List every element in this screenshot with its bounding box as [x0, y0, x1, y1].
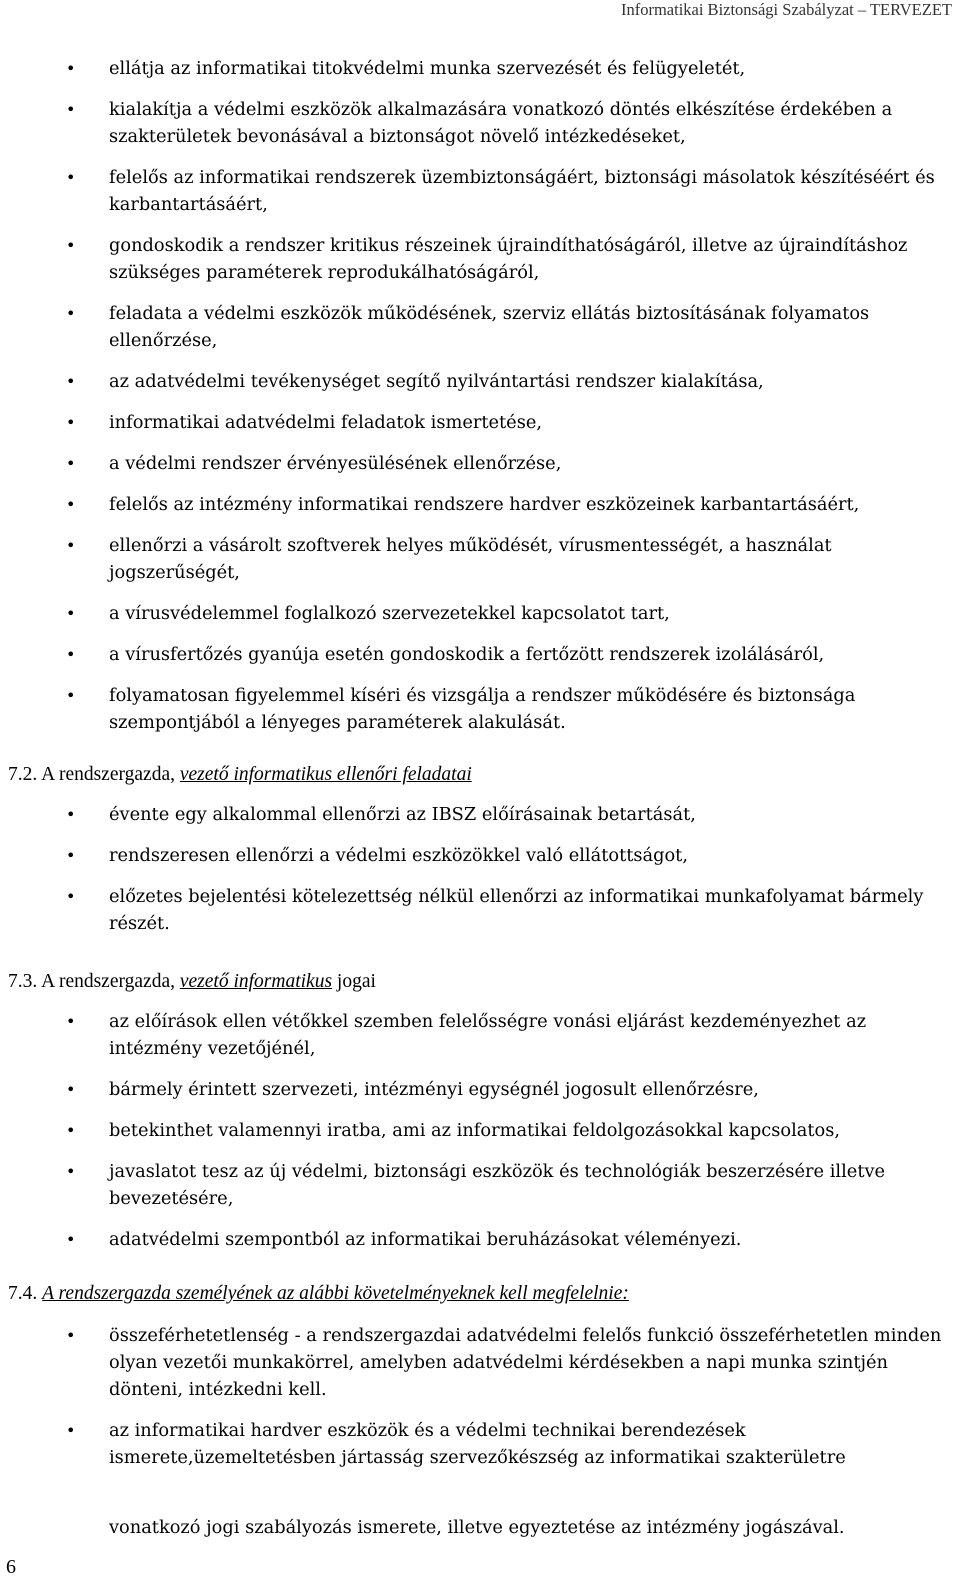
bullet-icon: •	[66, 1230, 76, 1249]
section-7-3-heading: 7.3. A rendszergazda, vezető informatikus jogai	[8, 971, 376, 992]
section-7-4-list	[0, 1322, 960, 1471]
list-item: • felelős az informatikai rendszerek üzembiztonságáért, biztonsági másolatok készítéséért és karbantartásáért,	[0, 164, 960, 218]
page-number: 6	[6, 1556, 16, 1578]
list-item: • az előírások ellen vétőkkel szemben felelősségre vonási eljárást kezdeményezhet az intézmény vezetőjénél,	[0, 1008, 960, 1062]
continuation-text: vonatkozó jogi szabályozás ismerete, illetve egyeztetése az intézmény jogászával.	[109, 1517, 845, 1538]
list-item: • rendszeresen ellenőrzi a védelmi eszközökkel való ellátottságot,	[0, 842, 960, 869]
list-item: • összeférhetetlenség - a rendszergazdai adatvédelmi felelős funkció összeférhetetlen minden olyan vezetői munkakörrel, amelyben adatvédelmi kérdésekben a napi munka szintjén dönteni, intézkedni kell.	[0, 1322, 960, 1403]
list-item: • évente egy alkalommal ellenőrzi az IBSZ előírásainak betartását,	[0, 801, 960, 828]
list-item: • az adatvédelmi tevékenységet segítő nyilvántartási rendszer kialakítása,	[0, 368, 960, 395]
bullet-icon: •	[66, 1326, 76, 1345]
list-item: • feladata a védelmi eszközök működésének, szerviz ellátás biztosításának folyamatos ellenőrzése,	[0, 300, 960, 354]
bullet-icon: •	[66, 413, 76, 432]
bullet-icon: •	[66, 1080, 76, 1099]
section-7-3-list	[0, 1008, 960, 1253]
list-item: • javaslatot tesz az új védelmi, biztonsági eszközök és technológiák beszerzésére illetve bevezetésére,	[0, 1158, 960, 1212]
section-7-3-list-block	[0, 1008, 960, 1253]
list-item: • felelős az intézmény informatikai rendszere hardver eszközeinek karbantartásáért,	[0, 491, 960, 518]
bullet-icon: •	[66, 1421, 76, 1440]
list-item: • ellenőrzi a vásárolt szoftverek helyes működését, vírusmentességét, a használat jogszerűségét,	[0, 532, 960, 586]
list-item: • informatikai adatvédelmi feladatok ismertetése,	[0, 409, 960, 436]
bullet-icon: •	[66, 59, 76, 78]
bullet-icon: •	[66, 1162, 76, 1181]
bullet-icon: •	[66, 805, 76, 824]
section-7-2-list	[0, 801, 960, 937]
bullet-icon: •	[66, 495, 76, 514]
list-item: • az informatikai hardver eszközök és a védelmi technikai berendezések ismerete,üzemeltetésben jártasság szervezőkészség az informatikai szakterületre	[0, 1417, 960, 1471]
list-item: • kialakítja a védelmi eszközök alkalmazására vonatkozó döntés elkészítése érdekében a szakterületek bevonásával a biztonságot növelő intézkedéseket,	[0, 96, 960, 150]
bullet-icon: •	[66, 686, 76, 705]
section-7-4-heading: 7.4. A rendszergazda személyének az alábbi követelményeknek kell megfelelnie:	[8, 1283, 629, 1304]
list-item: • ellátja az informatikai titokvédelmi munka szervezését és felügyeletét,	[0, 55, 960, 82]
bullet-icon: •	[66, 236, 76, 255]
section-7-2-heading: 7.2. A rendszergazda, vezető informatikus ellenőri feladatai	[8, 764, 472, 785]
list-item: • folyamatosan figyelemmel kíséri és vizsgálja a rendszer működésére és biztonsága szempontjából a lényeges paraméterek alakulását.	[0, 682, 960, 736]
bullet-icon: •	[66, 887, 76, 906]
list-item: • adatvédelmi szempontból az informatikai beruházásokat véleményezi.	[0, 1226, 960, 1253]
section-7-4-list-block	[0, 1322, 960, 1471]
bullet-icon: •	[66, 536, 76, 555]
list-item: • betekinthet valamennyi iratba, ami az informatikai feldolgozásokkal kapcsolatos,	[0, 1117, 960, 1144]
bullet-icon: •	[66, 604, 76, 623]
list-item: • a vírusfertőzés gyanúja esetén gondoskodik a fertőzött rendszerek izolálásáról,	[0, 641, 960, 668]
bullet-icon: •	[66, 372, 76, 391]
bullet-icon: •	[66, 100, 76, 119]
bullet-icon: •	[66, 304, 76, 323]
list-item: • a vírusvédelemmel foglalkozó szervezetekkel kapcsolatot tart,	[0, 600, 960, 627]
running-header: Informatikai Biztonsági Szabályzat – TERVEZET	[620, 0, 952, 19]
bullet-icon: •	[66, 645, 76, 664]
bullet-icon: •	[66, 1121, 76, 1140]
bullet-icon: •	[66, 1012, 76, 1031]
bullet-icon: •	[66, 846, 76, 865]
duties-list	[0, 55, 960, 736]
list-item: • előzetes bejelentési kötelezettség nélkül ellenőrzi az informatikai munkafolyamat bármely részét.	[0, 883, 960, 937]
list-item: • a védelmi rendszer érvényesülésének ellenőrzése,	[0, 450, 960, 477]
section-7-4-continuation-block	[0, 1514, 960, 1541]
duties-list-block	[0, 55, 960, 736]
bullet-icon: •	[66, 168, 76, 187]
list-item: • gondoskodik a rendszer kritikus részeinek újraindíthatóságáról, illetve az újraindításhoz szükséges paraméterek reprodukálhatóságáról,	[0, 232, 960, 286]
list-item: • bármely érintett szervezeti, intézményi egységnél jogosult ellenőrzésre,	[0, 1076, 960, 1103]
bullet-icon: •	[66, 454, 76, 473]
section-7-2-list-block	[0, 801, 960, 937]
